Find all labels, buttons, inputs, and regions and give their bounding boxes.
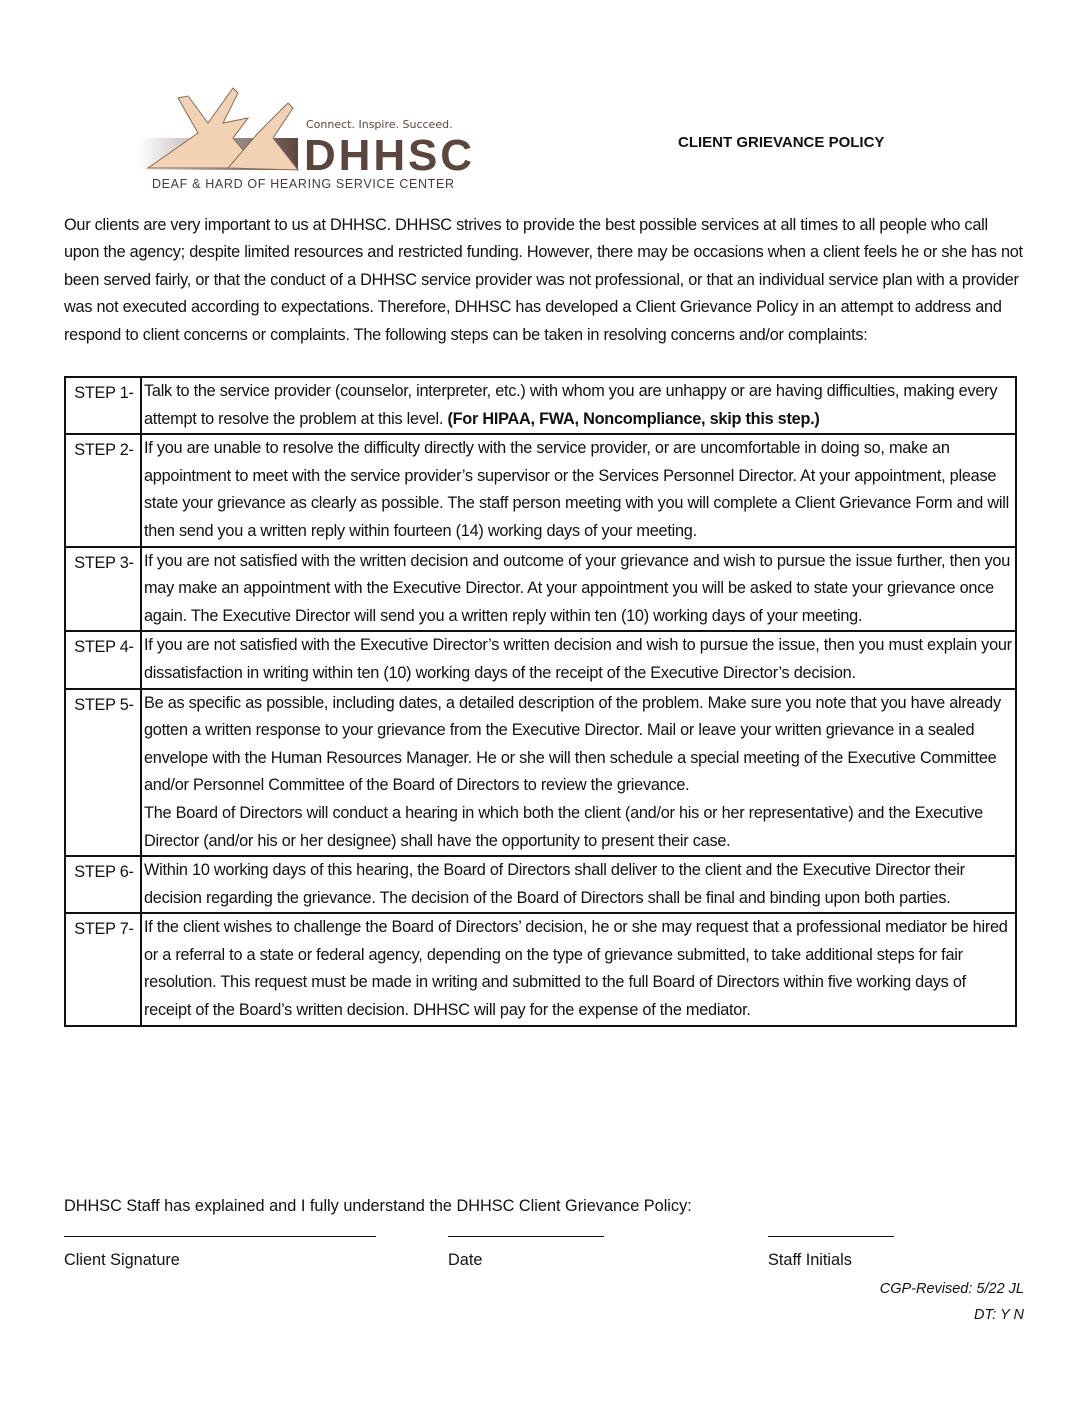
table-row — [65, 377, 1016, 434]
step-label: STEP 4- — [65, 631, 141, 688]
client-signature-label: Client Signature — [64, 1251, 180, 1269]
step-text: If you are unable to resolve the difficulty directly with the service provider, or are uncomfortable in doing so, make an appointment to meet with the service provider’s supervisor or the Services Personnel Director. At your appointment, please state your grievance as clearly as possible. The staff person meeting with you will complete a Client Grievance Form and will then send you a written reply within fourteen (14) working days of your meeting. — [141, 434, 1016, 546]
step-text-bold: (For HIPAA, FWA, Noncompliance, skip this step.) — [447, 409, 820, 428]
table-row — [65, 856, 1016, 913]
staff-initials-label: Staff Initials — [768, 1251, 852, 1269]
table-row — [65, 547, 1016, 632]
step-text — [141, 689, 1016, 857]
step-label: STEP 6- — [65, 856, 141, 913]
svg-text:DEAF & HARD OF HEARING SERVICE: DEAF & HARD OF HEARING SERVICE CENTER — [152, 177, 454, 191]
table-row — [65, 631, 1016, 688]
step-label: STEP 5- — [65, 689, 141, 857]
svg-text:Connect. Inspire. Succeed.: Connect. Inspire. Succeed. — [306, 118, 453, 131]
step-text — [141, 377, 1016, 434]
table-row — [65, 913, 1016, 1025]
grievance-steps-table — [64, 376, 1017, 1027]
date-line[interactable] — [448, 1236, 604, 1237]
step-text: If you are not satisfied with the written decision and outcome of your grievance and wish to pursue the issue further, then you may make an appointment with the Executive Director. At your appointment you will be asked to state your grievance once again. The Executive Director will send you a written reply within ten (10) working days of your meeting. — [141, 547, 1016, 632]
revision-note: CGP-Revised: 5/22 JL — [879, 1281, 1024, 1297]
step-text: If the client wishes to challenge the Board of Directors’ decision, he or she may request that a professional mediator be hired or a referral to a state or federal agency, depending on the type of grievance submitted, to take additional steps for fair resolution. This request must be made in writing and submitted to the full Board of Directors within five working days of receipt of the Board’s written decision. DHHSC will pay for the expense of the mediator. — [141, 913, 1016, 1025]
acknowledgement-text: DHHSC Staff has explained and I fully understand the DHHSC Client Grievance Policy: — [64, 1197, 692, 1215]
page-title: CLIENT GRIEVANCE POLICY — [678, 134, 885, 151]
table-row — [65, 434, 1016, 546]
table-row — [65, 689, 1016, 857]
step-label: STEP 2- — [65, 434, 141, 546]
step-text: Within 10 working days of this hearing, the Board of Directors shall deliver to the client and the Executive Director their decision regarding the grievance. The decision of the Board of Directors shall be final and binding upon both parties. — [141, 856, 1016, 913]
step-label: STEP 7- — [65, 913, 141, 1025]
step-text: If you are not satisfied with the Executive Director’s written decision and wish to pursue the issue, then you must explain your dissatisfaction in writing within ten (10) working days of the receipt of the Executive Director’s decision. — [141, 631, 1016, 688]
dhhsc-logo — [138, 78, 474, 193]
dt-note: DT: Y N — [974, 1307, 1024, 1323]
client-signature-line[interactable] — [64, 1236, 376, 1237]
staff-initials-line[interactable] — [768, 1236, 894, 1237]
svg-text:DHHSC: DHHSC — [304, 131, 472, 180]
step-label: STEP 1- — [65, 377, 141, 434]
step-text-body-2: The Board of Directors will conduct a hearing in which both the client (and/or his or her representative) and the Executive Director (and/or his or her designee) shall have the opportunity to present their case. — [144, 803, 983, 850]
date-label: Date — [448, 1251, 483, 1269]
step-label: STEP 3- — [65, 547, 141, 632]
step-text-body: Talk to the service provider (counselor, interpreter, etc.) with whom you are unhappy or are having difficulties, making every attempt to resolve the problem at this level. — [144, 382, 998, 428]
step-text-body: Be as specific as possible, including dates, a detailed description of the problem. Make sure you note that you have already gotten a written response to your grievance from the Executive Director. Mail or leave your written grievance in a sealed envelope with the Human Resources Manager. He or she will then schedule a special meeting of the Executive Committee and/or Personnel Committee of the Board of Directors to review the grievance. — [144, 693, 1001, 795]
intro-paragraph: Our clients are very important to us at DHHSC. DHHSC strives to provide the best possible services at all times to all people who call upon the agency; despite limited resources and restricted funding. However, there may be occasions when a client feels he or she has not been served fairly, or that the conduct of a DHHSC service provider was not professional, or that an individual service plan with a provider was not executed according to expectations. Therefore, DHHSC has developed a Client Grievance Policy in an attempt to address and respond to client concerns or complaints. The following steps can be taken in resolving concerns and/or complaints: — [64, 216, 1023, 344]
